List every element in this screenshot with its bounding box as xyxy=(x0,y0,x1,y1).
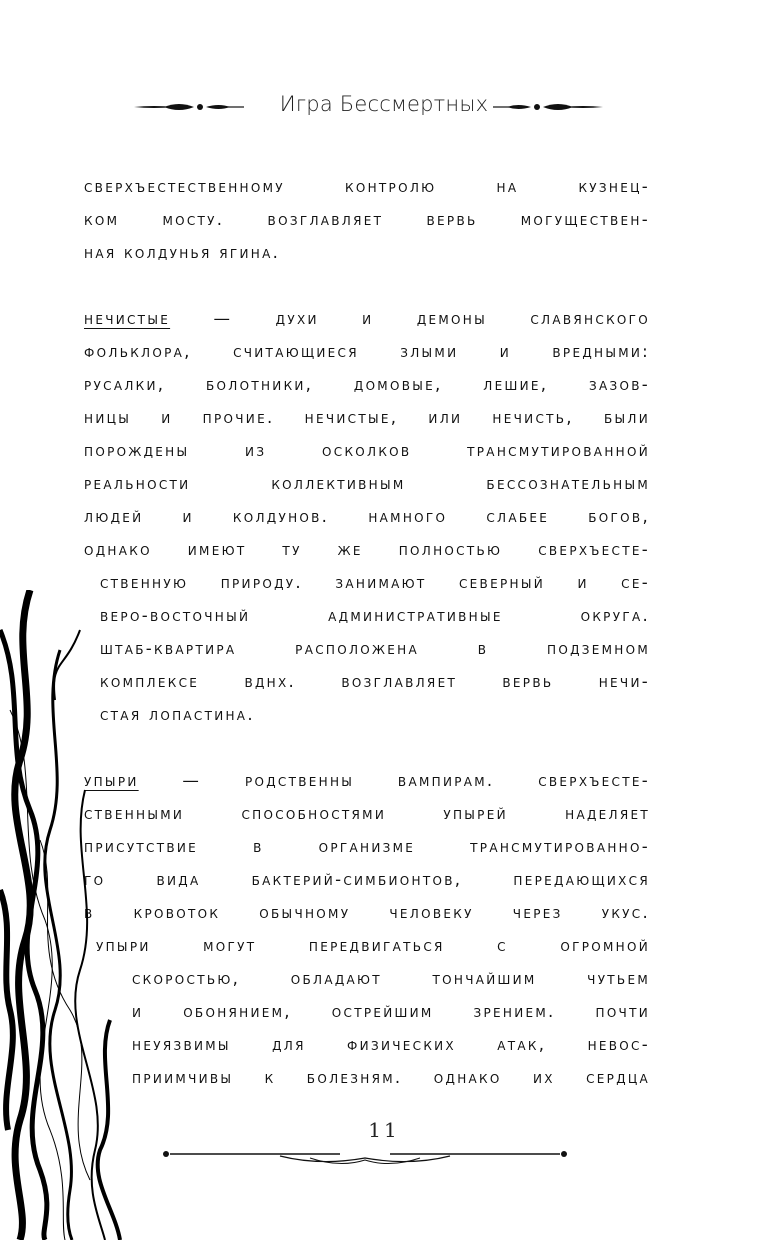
text-line: ком мосту. возглавляет вервь могуществен- xyxy=(84,210,650,229)
text-line: русалки, болотники, домовые, лешие, зазов- xyxy=(84,375,650,394)
footer-ornament-icon xyxy=(160,1144,570,1170)
glossary-term: упыри xyxy=(84,771,139,790)
text-line: скоростью, обладают тончайшим чутьем xyxy=(132,969,650,988)
text-line: го вида бактерий-симбионтов, передающихся xyxy=(84,870,650,889)
text-line: упыри могут передвигаться с огромной xyxy=(96,936,650,955)
text-line: в кровоток обычному человеку через укус. xyxy=(84,903,650,922)
text-line: ственными способностями упырей наделяет xyxy=(84,804,650,823)
text-line: однако имеют ту же полностью сверхъесте- xyxy=(84,540,650,559)
text-line: сверхъестественному контролю на кузнец- xyxy=(84,177,650,196)
text-line: комплексе вднх. возглавляет вервь нечи- xyxy=(100,672,650,691)
text-line: и обонянием, острейшим зрением. почти xyxy=(132,1002,650,1021)
text-line: неуязвимы для физических атак, невос- xyxy=(132,1035,650,1054)
text-line: ственную природу. занимают северный и се- xyxy=(100,573,650,592)
flourish-ornament-icon xyxy=(493,100,603,114)
term-definition: — духи и демоны славянского xyxy=(170,309,650,328)
text-line: порождены из осколков трансмутированной xyxy=(84,441,650,460)
text-line xyxy=(84,302,650,335)
text-line: присутствие в организме трансмутированно- xyxy=(84,837,650,856)
paragraph-upyri xyxy=(84,764,650,1094)
text-line: фольклора, считающиеся злыми и вредными: xyxy=(84,342,650,361)
text-line: приимчивы к болезням. однако их сердца xyxy=(132,1068,650,1087)
text-line: веро-восточный административные округа. xyxy=(100,606,650,625)
text-line: ная колдунья ягина. xyxy=(84,243,281,262)
paragraph-continuation xyxy=(84,170,650,269)
vine-decoration-icon xyxy=(0,590,150,1240)
running-header xyxy=(0,88,768,128)
text-line xyxy=(84,764,650,797)
page-number: 11 xyxy=(368,1118,400,1142)
term-definition: — родственны вампирам. сверхъесте- xyxy=(138,771,650,790)
text-line: ницы и прочие. нечистые, или нечисть, были xyxy=(84,408,650,427)
paragraph-nechistye xyxy=(84,302,650,731)
text-line: штаб-квартира расположена в подземном xyxy=(100,639,650,658)
text-line: реальности коллективным бессознательным xyxy=(84,474,650,493)
running-title: Игра Бессмертных xyxy=(279,92,489,116)
text-line: людей и колдунов. намного слабее богов, xyxy=(84,507,650,526)
glossary-term: нечистые xyxy=(84,309,171,328)
text-line: стая лопастина. xyxy=(100,705,255,724)
